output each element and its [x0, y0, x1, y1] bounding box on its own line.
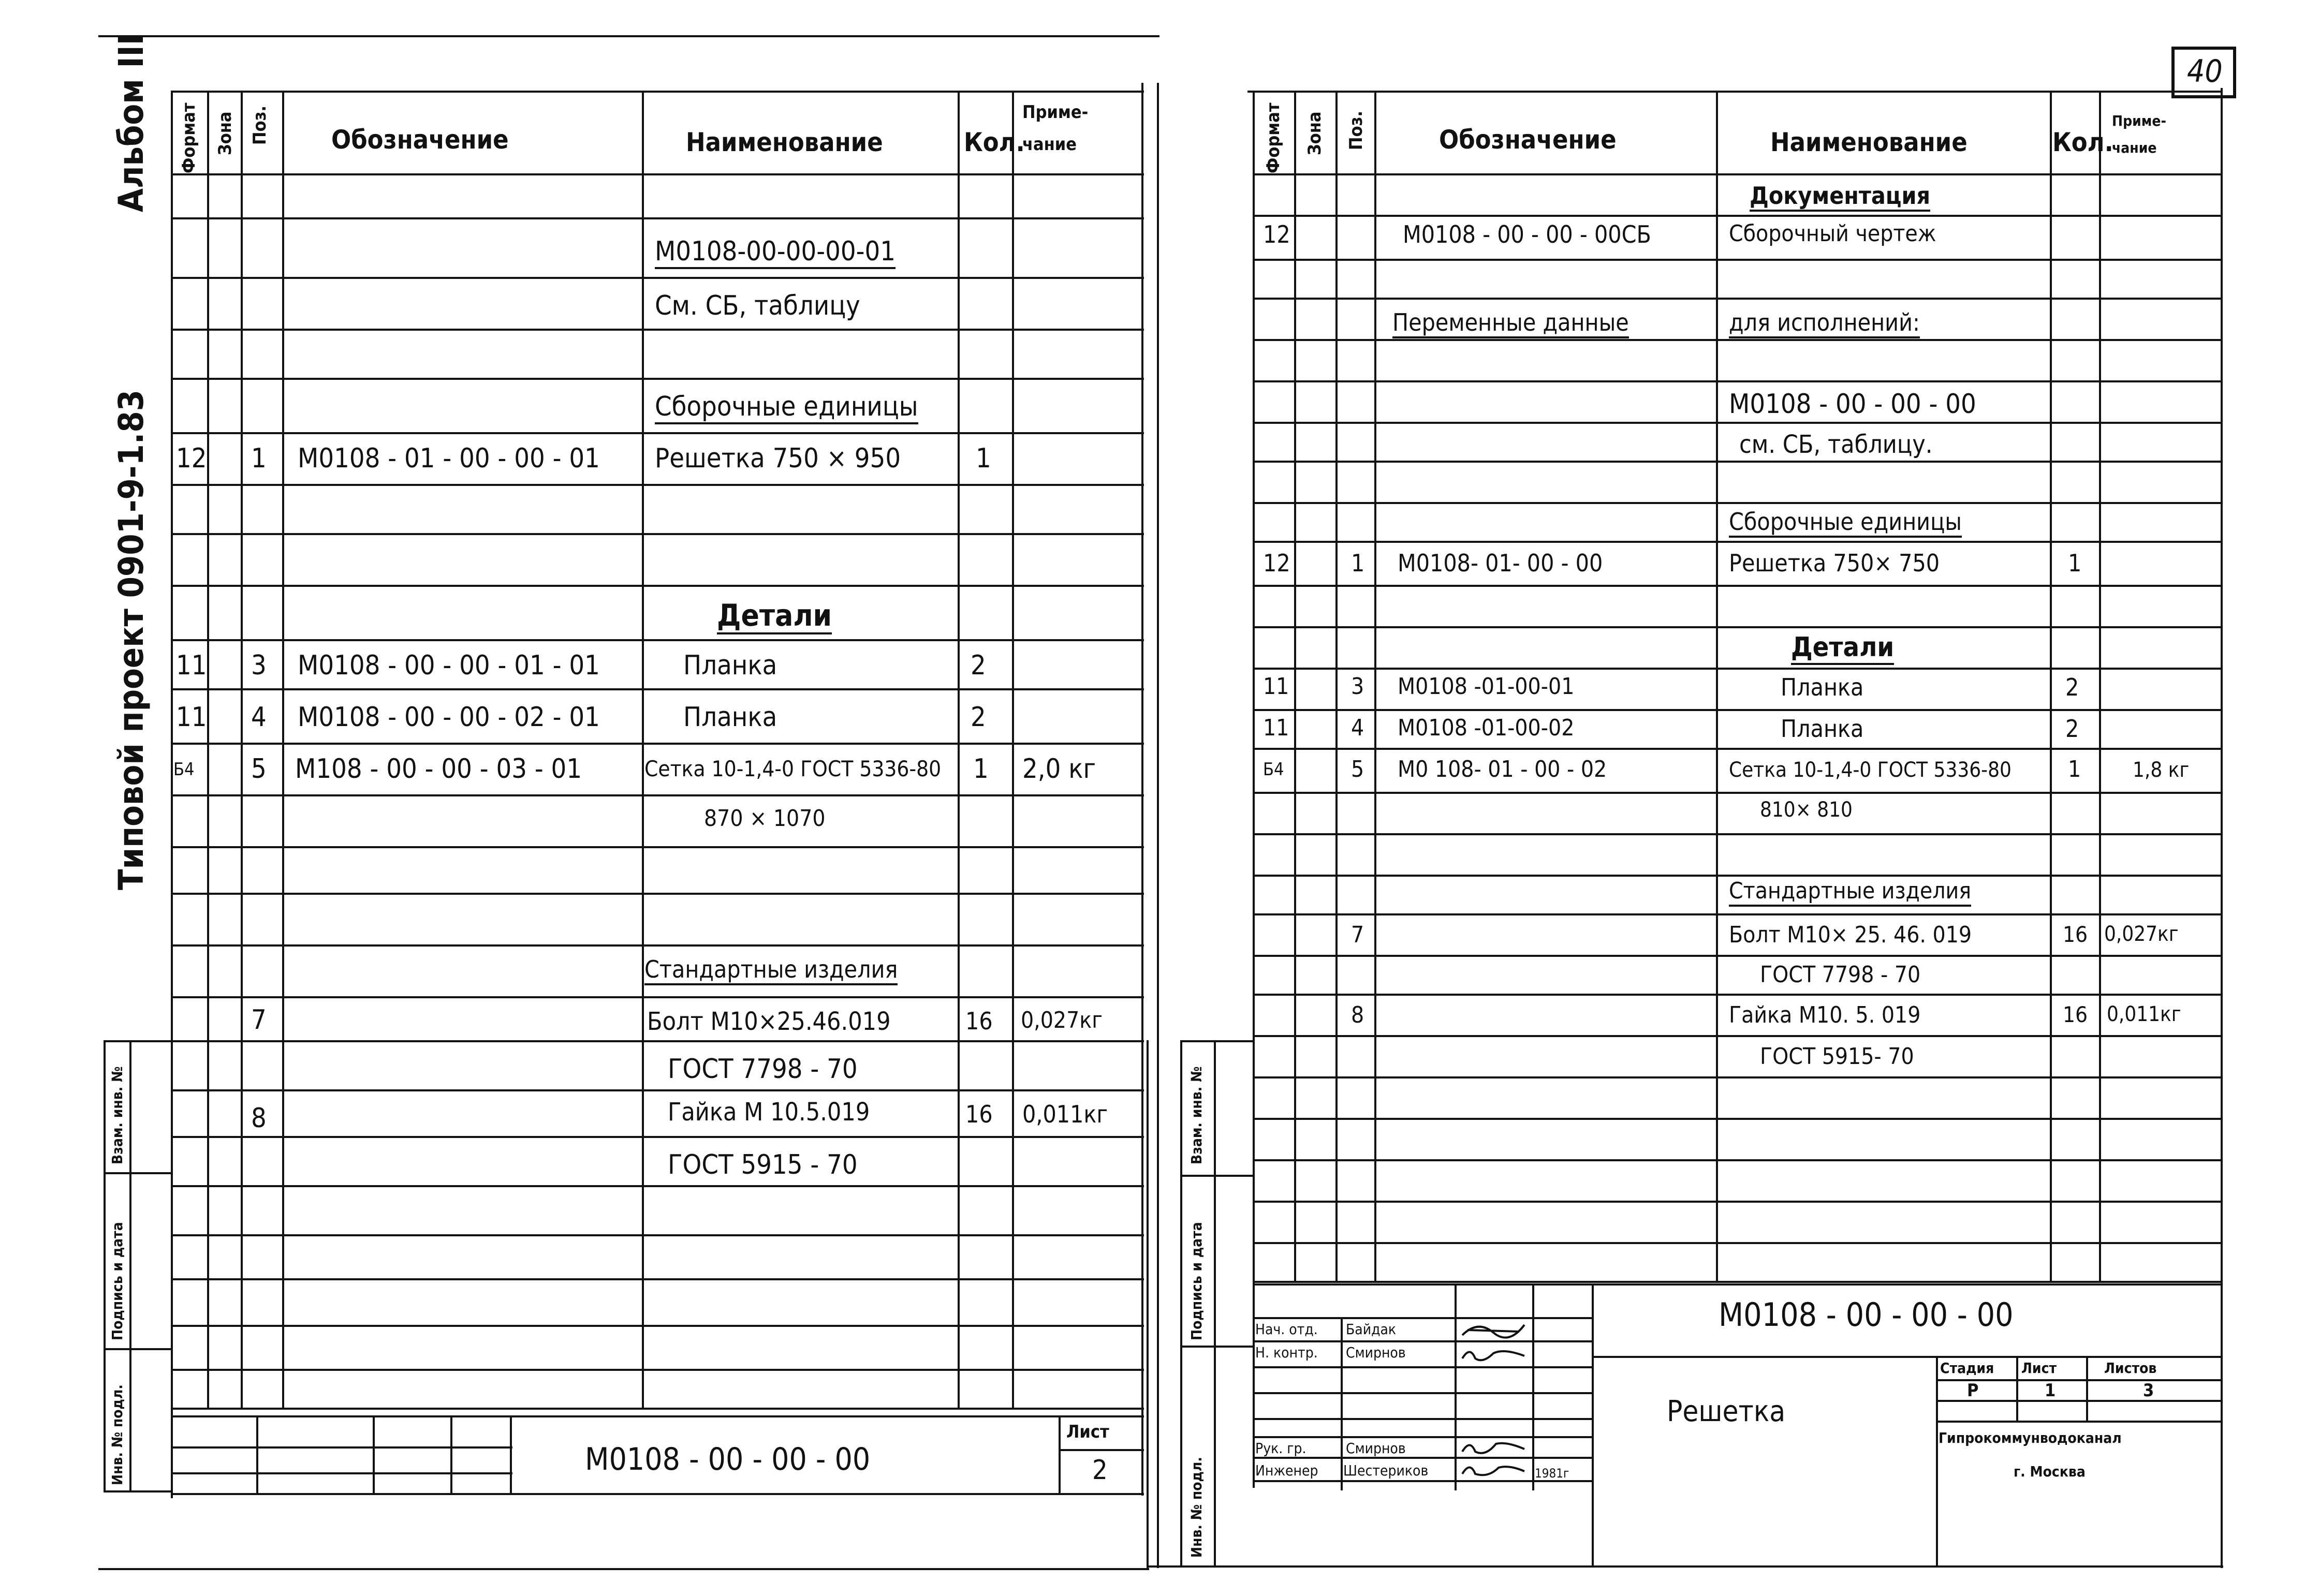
col-pos-header: Поз.: [249, 105, 270, 145]
table-row: 16: [965, 1100, 993, 1128]
list-item: Детали: [1791, 634, 1894, 665]
table-row: 2: [971, 650, 986, 681]
table-row: 1: [2068, 549, 2082, 577]
table-row: Болт М10×25.46.019: [647, 1007, 891, 1036]
list-item: Стандартные изделия: [1729, 880, 1971, 907]
table-row: 3: [251, 650, 267, 681]
signature-icon: [1457, 1343, 1530, 1366]
col-designation-header: Обозначение: [331, 125, 509, 155]
table-row: Сетка 10-1,4-0 ГОСТ 5336-80: [644, 756, 942, 781]
stamp-sheet: 1: [2045, 1380, 2056, 1401]
table-row: Планка: [683, 650, 777, 681]
side-label-vzam-inv: Взам. инв. №: [1188, 1066, 1205, 1164]
table-row: 0,027кг: [2104, 922, 2179, 946]
table-row: 16: [2063, 1002, 2088, 1027]
col-note-header-1: Приме-: [2112, 112, 2166, 129]
list-item: для исполнений:: [1729, 311, 1920, 338]
list-item: ГОСТ 7798 - 70: [668, 1054, 858, 1085]
stamp-person: Шестериков: [1343, 1462, 1429, 1479]
stamp-code: М0108 - 00 - 00 - 00: [585, 1441, 871, 1477]
col-designation-header: Обозначение: [1439, 125, 1617, 155]
project-label: Типовой проект 0901-9-1.83: [111, 390, 151, 890]
side-label-inv-podl: Инв. № подл.: [109, 1384, 126, 1485]
table-row: Планка: [1781, 715, 1864, 743]
table-row: 0,027кг: [1021, 1007, 1103, 1033]
stamp-person: Смирнов: [1346, 1440, 1406, 1457]
table-row: Планка: [683, 702, 777, 733]
table-row: 11: [1263, 673, 1289, 700]
stamp-role: Рук. гр.: [1255, 1440, 1306, 1457]
table-row: Гайка М10. 5. 019: [1729, 1002, 1921, 1028]
table-row: Болт М10× 25. 46. 019: [1729, 922, 1972, 948]
col-format-header: Формат: [1263, 102, 1284, 173]
stamp-sheet-label: Лист: [1066, 1422, 1109, 1442]
table-row: 11: [176, 650, 207, 681]
side-label-vzam-inv: Взам. инв. №: [109, 1066, 126, 1164]
table-row: 11: [176, 702, 207, 733]
signature-icon: [1457, 1436, 1530, 1459]
side-label-signature-date: Подпись и дата: [1188, 1222, 1205, 1340]
stamp-sheets: 3: [2143, 1380, 2154, 1401]
table-row: Б4: [1263, 759, 1284, 780]
table-row: 4: [1351, 715, 1364, 741]
stamp-sheet-number: 2: [1092, 1455, 1108, 1486]
page-number: 40: [2187, 53, 2223, 90]
table-row: 8: [1351, 1002, 1364, 1028]
col-note-header-2: чание: [1022, 134, 1077, 155]
table-row: 4: [251, 702, 267, 733]
table-row: 0,011кг: [2107, 1002, 2181, 1026]
stamp-role: Нач. отд.: [1255, 1321, 1318, 1338]
col-qty-header: Кол.: [2052, 127, 2113, 157]
col-note-header-2: чание: [2112, 139, 2157, 156]
table-row: М0108 - 00 - 00 - 00СБ: [1403, 220, 1651, 248]
table-row: 1: [2068, 756, 2081, 782]
table-row: 3: [1351, 673, 1364, 700]
table-row: 2,0 кг: [1022, 753, 1096, 785]
stamp-person: Байдак: [1346, 1321, 1397, 1338]
table-row: 1: [251, 443, 267, 474]
table-row: М0108 - 00 - 00 - 01 - 01: [298, 650, 600, 681]
list-item: Детали: [717, 600, 832, 634]
table-row: 5: [1351, 756, 1364, 782]
table-row: 5: [251, 753, 267, 785]
list-item: Стандартные изделия: [644, 957, 898, 985]
table-row: 1: [976, 443, 991, 474]
stamp-organization: Гипрокоммунводоканал: [1939, 1429, 2122, 1446]
table-row: 1: [973, 753, 989, 785]
table-row: 12: [1263, 220, 1290, 248]
table-row: 1: [1351, 549, 1365, 577]
list-item: М0108-00-00-00-01: [655, 238, 895, 269]
stamp-stage: Р: [1967, 1380, 1979, 1401]
table-row: Гайка М 10.5.019: [668, 1098, 870, 1127]
col-name-header: Наименование: [686, 127, 883, 157]
stamp-person: Смирнов: [1346, 1344, 1406, 1361]
table-row: М0108 - 00 - 00 - 02 - 01: [298, 702, 600, 733]
table-row: М0108 -01-00-02: [1398, 715, 1575, 741]
col-qty-header: Кол.: [964, 127, 1025, 157]
col-name-header: Наименование: [1770, 127, 1968, 157]
stamp-code: М0108 - 00 - 00 - 00: [1719, 1296, 2014, 1334]
album-label: Альбом III: [111, 34, 151, 212]
list-item: см. СБ, таблицу.: [1739, 430, 1933, 459]
table-row: 1,8 кг: [2133, 758, 2190, 782]
table-row: 2: [2065, 673, 2079, 701]
stamp-sheet-label: Лист: [2021, 1359, 2057, 1377]
side-label-inv-podl: Инв. № подл.: [1188, 1457, 1205, 1558]
table-row: М108 - 00 - 00 - 03 - 01: [295, 753, 582, 785]
list-item: Сборочные единицы: [655, 393, 918, 424]
table-row: 12: [1263, 549, 1290, 577]
signature-icon: [1457, 1317, 1530, 1343]
table-row: Решетка 750× 750: [1729, 549, 1940, 577]
list-item: См. СБ, таблицу: [655, 290, 860, 321]
list-item: Сборочные единицы: [1729, 510, 1962, 538]
table-row: Сетка 10-1,4-0 ГОСТ 5336-80: [1729, 758, 2012, 782]
col-zone-header: Зона: [1304, 111, 1325, 155]
list-item: ГОСТ 5915 - 70: [668, 1149, 858, 1180]
table-row: 2: [971, 702, 986, 733]
stamp-role: Н. контр.: [1255, 1344, 1318, 1361]
table-row: 16: [2063, 922, 2088, 947]
table-row: Планка: [1781, 673, 1864, 701]
stamp-date: 1981г: [1535, 1466, 1569, 1481]
table-row: 2: [2065, 715, 2079, 743]
table-row: 8: [251, 1103, 267, 1134]
table-row: 11: [1263, 715, 1289, 741]
col-format-header: Формат: [179, 102, 199, 173]
col-note-header-1: Приме-: [1022, 102, 1089, 123]
list-item: 810× 810: [1760, 798, 1853, 822]
table-row: 16: [965, 1007, 993, 1035]
stamp-title: Решетка: [1667, 1395, 1786, 1428]
table-row: М0108 - 01 - 00 - 00 - 01: [298, 443, 600, 474]
table-row: 12: [176, 443, 207, 474]
stamp-stage-label: Стадия: [1940, 1359, 1994, 1377]
col-pos-header: Поз.: [1346, 110, 1367, 150]
table-row: 7: [1351, 922, 1364, 948]
list-item: 870 × 1070: [704, 805, 826, 832]
list-item: ГОСТ 7798 - 70: [1760, 962, 1921, 988]
list-item: ГОСТ 5915- 70: [1760, 1043, 1914, 1070]
stamp-sheets-label: Листов: [2104, 1359, 2157, 1377]
table-row: Сборочный чертеж: [1729, 220, 1936, 247]
col-zone-header: Зона: [215, 111, 236, 155]
table-row: М0108- 01- 00 - 00: [1398, 549, 1603, 577]
table-row: 0,011кг: [1022, 1100, 1108, 1128]
stamp-role: Инженер: [1255, 1462, 1318, 1479]
stamp-city: г. Москва: [2014, 1463, 2086, 1480]
list-item: Документация: [1750, 184, 1930, 212]
table-row: М0108 -01-00-01: [1398, 673, 1575, 700]
side-label-signature-date: Подпись и дата: [109, 1222, 126, 1340]
table-row: Б4: [173, 759, 195, 780]
list-item: М0108 - 00 - 00 - 00: [1729, 389, 1976, 420]
table-row: Решетка 750 × 950: [655, 443, 901, 474]
list-item: Переменные данные: [1392, 311, 1629, 338]
table-row: М0 108- 01 - 00 - 02: [1398, 756, 1607, 782]
table-row: 7: [251, 1004, 267, 1036]
signature-icon: [1457, 1458, 1530, 1482]
